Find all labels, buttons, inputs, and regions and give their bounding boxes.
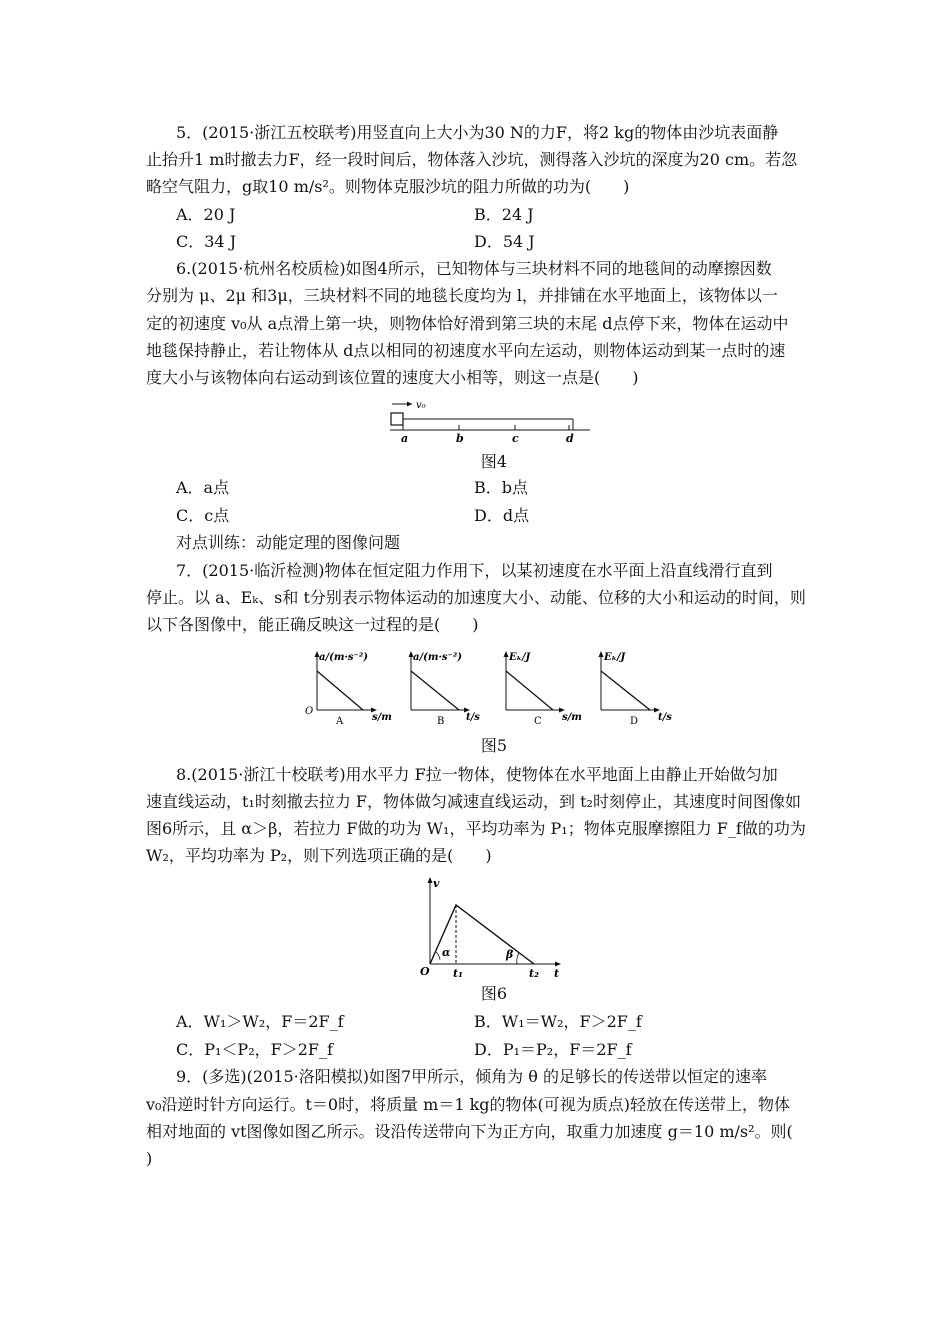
figure-4-caption: 图4 (480, 452, 508, 471)
graph-a-origin: O (305, 706, 314, 717)
graph-a-xlabel: s/m (372, 712, 392, 723)
t1-label: t₁ (453, 967, 463, 980)
q6-option-a: A．a点 (176, 478, 230, 497)
figure-5-graphs (300, 648, 690, 728)
t2-label: t₂ (529, 967, 539, 980)
graph-b (409, 651, 481, 727)
graph-d-xlabel: t/s (658, 712, 672, 723)
beta-arc (517, 953, 519, 964)
graph-c-xlabel: s/m (562, 712, 582, 723)
alpha-label: α (442, 946, 451, 959)
point-b: b (456, 432, 464, 445)
graph-b-line (411, 671, 459, 710)
graph-d (599, 651, 673, 727)
q8-line-2: 速直线运动，t₁时刻撤去拉力 F，物体做匀减速直线运动，到 t₂时刻停止，其速度时间图像如 (146, 792, 801, 811)
q8-line-4: W₂，平均功率为 P₂，则下列选项正确的是( ) (146, 846, 492, 865)
q6-option-c: C．c点 (176, 506, 230, 525)
graph-c-line (506, 671, 553, 710)
graph-d-letter: D (630, 716, 639, 727)
q8-line-3: 图6所示，且 α＞β，若拉力 F做的功为 W₁，平均功率为 P₁；物体克服摩擦阻力 F_f做的功为 (146, 819, 806, 838)
q5-option-a: A．20 J (176, 205, 236, 224)
alpha-arc (436, 952, 440, 960)
figure-6-vt-graph (418, 874, 568, 980)
q6-line-2: 分别为 μ、2μ 和3μ，三块材料不同的地毯长度均为 l，并排铺在水平地面上，该物体以一 (146, 286, 778, 305)
graph-b-xlabel: t/s (466, 712, 480, 723)
q5-option-d: D．54 J (474, 232, 535, 251)
t-axis-label: t (554, 967, 560, 980)
q9-line-1: 9．(多选)(2015·洛阳模拟)如图7甲所示，倾角为 θ 的足够长的传送带以恒定的速率 (176, 1067, 767, 1086)
q6-line-5: 度大小与该物体向右运动到该位置的速度大小相等，则这一点是( ) (146, 368, 639, 387)
graph-d-ylabel: Eₖ/J (604, 652, 626, 663)
beta-label: β (506, 948, 514, 961)
q7-line-2: 停止。以 a、Eₖ、s和 t分别表示物体运动的加速度大小、动能、位移的大小和运动的时间，则 (146, 588, 806, 607)
v-axis-label: v (433, 877, 440, 890)
section-title: 对点训练：动能定理的图像问题 (176, 533, 401, 552)
block-object (391, 413, 403, 425)
q9-line-4: ) (146, 1149, 153, 1168)
q8-line-1: 8.(2015·浙江十校联考)用水平力 F拉一物体，使物体在水平地面上由静止开始做匀加 (176, 765, 778, 784)
graph-b-letter: B (437, 716, 445, 727)
v0-label: v₀ (416, 400, 426, 411)
q8-option-a: A．W₁＞W₂，F＝2F_f (176, 1012, 344, 1031)
graph-a (305, 651, 392, 727)
q8-option-b: B．W₁＝W₂，F＞2F_f (474, 1012, 642, 1031)
origin-label: O (420, 965, 430, 978)
graph-a-line (317, 671, 363, 710)
q6-line-3: 定的初速度 v₀从 a点滑上第一块，则物体恰好滑到第三块的末尾 d点停下来，物体在运动中 (146, 314, 789, 333)
graph-a-letter: A (336, 716, 344, 727)
q8-option-d: D．P₁＝P₂，F＝2F_f (474, 1040, 632, 1059)
figure-5-caption: 图5 (480, 736, 508, 755)
graph-c (504, 651, 582, 727)
figure-4-carpet-diagram (388, 397, 598, 445)
graph-d-line (601, 671, 650, 710)
q9-line-3: 相对地面的 vt图像如图乙所示。设沿传送带向下为正方向，取重力加速度 g＝10 m/s²。则( (146, 1122, 793, 1141)
q5-line-3: 略空气阻力，g取10 m/s²。则物体克服沙坑的阻力所做的功为( ) (146, 177, 630, 196)
graph-c-ylabel: Eₖ/J (509, 652, 531, 663)
q5-option-c: C．34 J (176, 232, 237, 251)
q5-option-b: B．24 J (474, 205, 534, 224)
q9-line-2: v₀沿逆时针方向运行。t＝0时，将质量 m＝1 kg的物体(可视为质点)轻放在传送带上，物体 (146, 1095, 791, 1114)
q5-line-2: 止抬升1 m时撤去力F，经一段时间后，物体落入沙坑，测得落入沙坑的深度为20 cm。若忽 (146, 150, 798, 169)
figure-6-caption: 图6 (480, 984, 508, 1003)
q6-line-4: 地毯保持静止，若让物体从 d点以相同的初速度水平向左运动，则物体运动到某一点时的速 (146, 341, 786, 360)
point-a: a (401, 432, 409, 445)
graph-a-ylabel: a/(m·s⁻²) (319, 652, 368, 663)
point-d: d (566, 432, 574, 445)
q7-line-3: 以下各图像中，能正确反映这一过程的是( ) (146, 615, 479, 634)
graph-c-letter: C (534, 716, 542, 727)
q5-line-1: 5．(2015·浙江五校联考)用竖直向上大小为30 N的力F，将2 kg的物体由沙坑表面静 (176, 123, 779, 142)
graph-b-ylabel: a/(m·s⁻²) (413, 652, 462, 663)
point-c: c (512, 432, 519, 445)
q6-option-b: B．b点 (474, 478, 529, 497)
q8-option-c: C．P₁＜P₂，F＞2F_f (176, 1040, 333, 1059)
q7-line-1: 7．(2015·临沂检测)物体在恒定阻力作用下，以某初速度在水平面上沿直线滑行直到 (176, 561, 773, 580)
q6-option-d: D．d点 (474, 506, 530, 525)
q6-line-1: 6.(2015·杭州名校质检)如图4所示，已知物体与三块材料不同的地毯间的动摩擦因数 (176, 259, 772, 278)
